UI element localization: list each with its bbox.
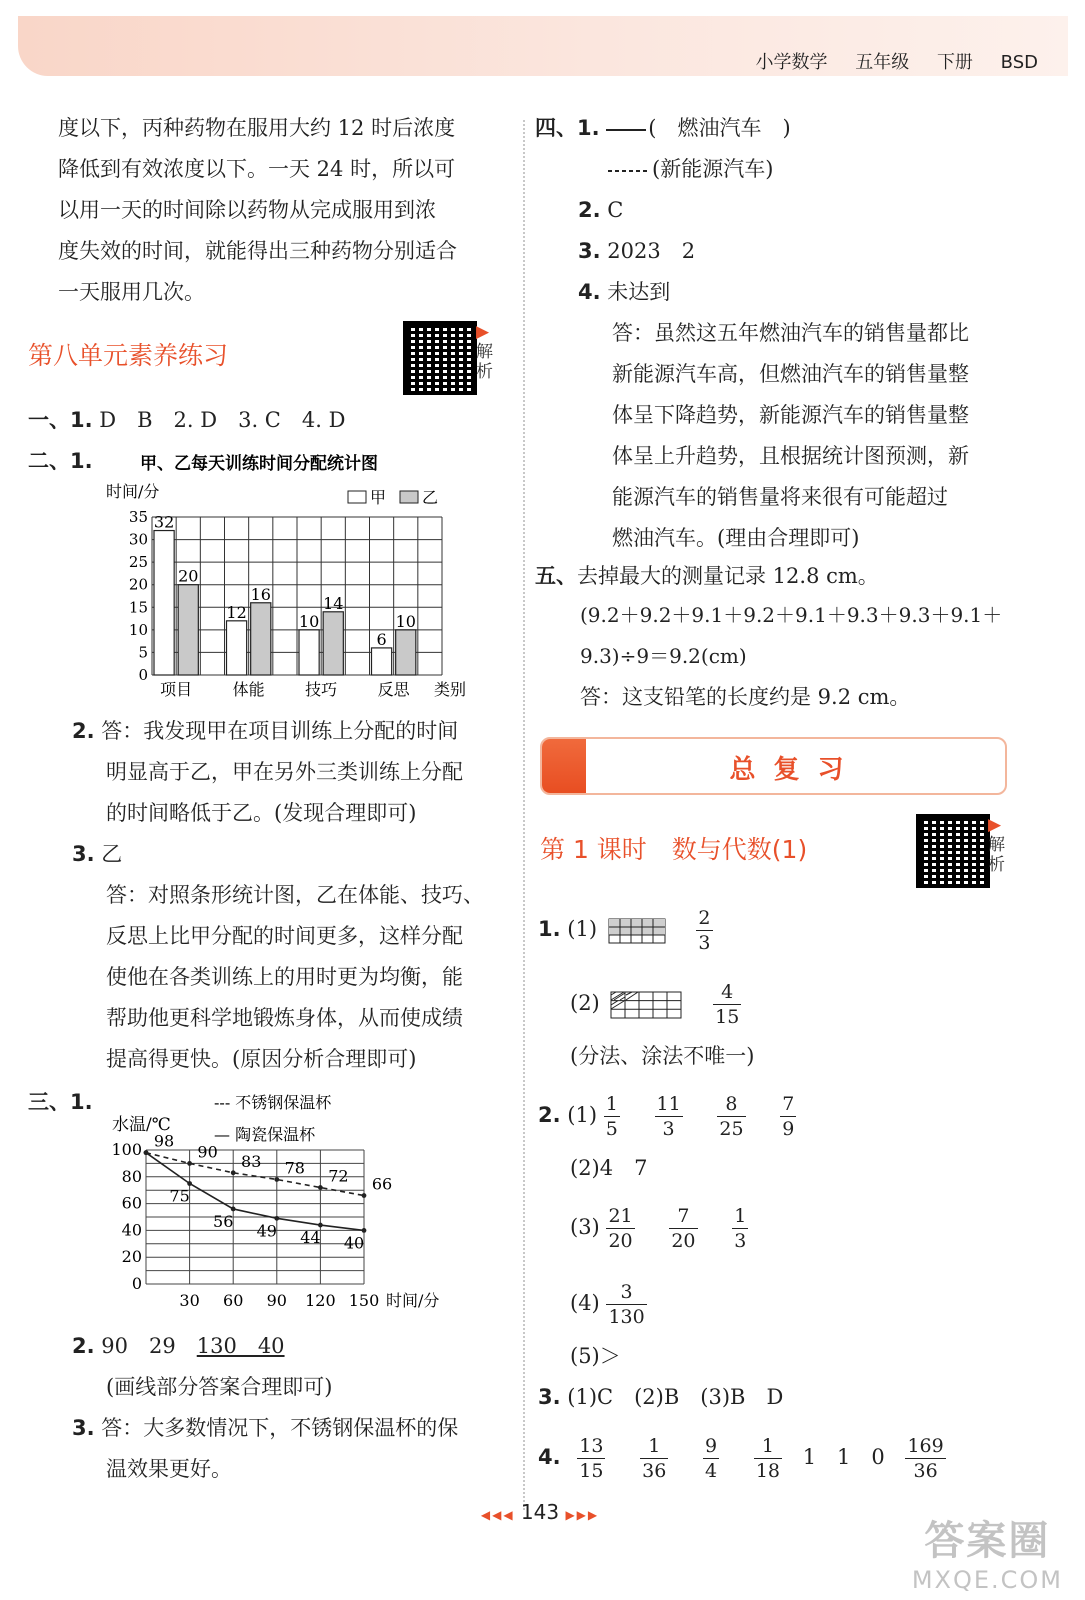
fraction: $\frac{9}{4}$ — [705, 1435, 718, 1482]
q5-line: 答：这支铅笔的长度约是 9.2 cm。 — [580, 685, 911, 709]
legend-entry: — 陶瓷保温杯 — [214, 1125, 316, 1144]
bar-甲 — [372, 648, 392, 675]
q4-1: 四、1. ( 燃油汽车 ) — [535, 116, 791, 140]
banner-title: 总复习 — [729, 755, 862, 785]
r4-mid: 1 1 0 — [802, 1445, 885, 1469]
x-axis-label: 时间/分 — [386, 1291, 440, 1310]
q4-4-line: 燃油汽车。(理由合理即可) — [612, 526, 860, 550]
intro-line: 降低到有效浓度以下。一天 24 时，所以可 — [58, 157, 456, 181]
fraction: $\frac{21}{20}$ — [608, 1205, 633, 1252]
q5-line: 9.3)÷9＝9.2(cm) — [580, 644, 747, 668]
data-label: 72 — [328, 1166, 349, 1186]
q4-1-dashed — [608, 149, 773, 189]
data-point — [187, 1161, 192, 1166]
r2-4: (4) $\frac{3}{130}$ — [570, 1281, 645, 1328]
x-axis-label: 类别 — [433, 680, 467, 699]
q4-item: 4. 未达到 — [578, 280, 671, 304]
intro-line: 以用一天的时间除以药物从完成服用到浓 — [58, 198, 436, 222]
q2-2-line: 明显高于乙，甲在另外三类训练上分配 — [106, 760, 463, 784]
data-label: 78 — [284, 1158, 305, 1178]
q4-4-line: 体呈下降趋势，新能源汽车的销售量整 — [612, 403, 969, 427]
data-label: 56 — [213, 1211, 234, 1231]
bar-chart-categories — [160, 680, 466, 699]
x-tick-label: 90 — [266, 1291, 287, 1310]
q4-item: 3. 2023 2 — [578, 239, 696, 263]
q1-text: D B 2. D 3. C 4. D — [99, 408, 346, 432]
solid-line-legend-icon — [606, 125, 648, 135]
q2-3-line: 帮助他更科学地锻炼身体，从而使成绩 — [106, 1006, 463, 1030]
data-point — [274, 1216, 279, 1221]
q3-2: 2. 90 29 130 40 — [72, 1334, 285, 1358]
legend-swatch — [400, 491, 418, 503]
data-label: 40 — [343, 1233, 365, 1253]
r1-1: 1. (1) $\frac{2}{3}$ — [538, 907, 711, 954]
intro-line: 度失效的时间，就能得出三种药物分别适合 — [58, 239, 457, 263]
q5-line: 去掉最大的测量记录 12.8 cm。 — [577, 564, 879, 588]
r4: 4. $\frac{13}{15}$ $\frac{1}{36}$ $\frac{9}{4}$ $\frac{1}{18}$ 1 1 0 $\frac{169}{36}$ — [538, 1435, 944, 1482]
qr-code-icon[interactable] — [916, 814, 990, 888]
bar-乙 — [323, 612, 343, 675]
fraction: $\frac{11}{3}$ — [656, 1093, 681, 1140]
grid-hatched-4of15-icon — [610, 991, 682, 1019]
q2-3-line: 答：对照条形统计图，乙在体能、技巧、 — [106, 883, 484, 907]
category-label: 技巧 — [305, 680, 338, 699]
fraction: $\frac{7}{20}$ — [671, 1205, 696, 1252]
line-chart — [100, 1088, 440, 1318]
bar-value-label: 6 — [376, 629, 387, 649]
legend-label: 甲 — [370, 488, 387, 507]
q2-3-answer: 乙 — [101, 842, 123, 866]
q2-3: 3. 乙 — [72, 842, 123, 866]
y-tick-label: 35 — [128, 508, 148, 526]
bar-乙 — [251, 603, 271, 675]
bar-chart-title: 甲、乙每天训练时间分配统计图 — [140, 454, 378, 474]
bar-value-label: 16 — [250, 584, 271, 604]
legend-label: 乙 — [422, 488, 439, 507]
header-banner — [18, 16, 1068, 76]
bar-chart-ylabel: 时间/分 — [106, 482, 160, 501]
y-tick-label: 20 — [128, 575, 148, 594]
data-label: 83 — [241, 1151, 262, 1171]
bar-value-label: 20 — [178, 566, 199, 586]
q2-2-line: 的时间略低于乙。(发现合理即可) — [106, 801, 417, 825]
q4-item: 2. C — [578, 198, 624, 222]
q2-label: 二、1. — [28, 449, 93, 473]
y-tick-label: 20 — [121, 1247, 142, 1267]
bar-chart-legend — [348, 488, 438, 507]
q4-4-line: 答：虽然这五年燃油汽车的销售量都比 — [612, 321, 969, 345]
header-edition: BSD — [1000, 52, 1038, 73]
review-banner — [540, 737, 1007, 795]
fraction: $\frac{1}{3}$ — [734, 1205, 747, 1252]
q2-3-line: 反思上比甲分配的时间更多，这样分配 — [106, 924, 463, 948]
bar-value-label: 10 — [395, 611, 416, 631]
r1-note: (分法、涂法不唯一) — [570, 1044, 755, 1068]
y-tick-label: 30 — [128, 530, 148, 549]
x-tick-label: 120 — [305, 1291, 336, 1310]
data-point — [144, 1150, 149, 1155]
header-info — [733, 48, 1038, 74]
q3-3: 3. 答：大多数情况下，不锈钢保温杯的保 — [72, 1416, 459, 1440]
data-label: 98 — [153, 1131, 175, 1151]
q4-4-line: 体呈上升趋势，且根据统计图预测，新 — [612, 444, 969, 468]
bar-乙 — [178, 585, 198, 675]
fraction: $\frac{1}{18}$ — [755, 1435, 780, 1482]
category-label: 项目 — [160, 680, 193, 699]
data-point — [274, 1177, 279, 1182]
qr-code-icon[interactable] — [403, 321, 477, 395]
y-tick-label: 25 — [128, 553, 148, 572]
data-point — [231, 1170, 236, 1175]
data-point — [231, 1207, 236, 1212]
dashed-line-legend-icon — [608, 166, 652, 176]
bar-value-label: 14 — [323, 593, 344, 613]
lesson-title: 第 1 课时 数与代数(1) — [540, 835, 808, 864]
q2-2-line: 答：我发现甲在项目训练上分配的时间 — [101, 719, 459, 743]
q4-4-line: 能源汽车的销售量将来很有可能超过 — [612, 485, 948, 509]
line-chart-xticks — [179, 1291, 439, 1310]
r2-5: (5)＞ — [570, 1344, 621, 1368]
r1-2: (2) $\frac{4}{15}$ — [570, 981, 740, 1028]
qr-tag-label: 解析 — [476, 342, 493, 382]
q3-label: 三、1. — [28, 1090, 93, 1114]
bar-value-label: 32 — [153, 512, 175, 532]
data-label: 44 — [300, 1228, 321, 1248]
header-subject: 小学数学 — [755, 52, 828, 73]
line-chart-yticks — [111, 1140, 142, 1293]
watermark-line2: MXQE.COM — [911, 1566, 1063, 1594]
y-tick-label: 80 — [121, 1166, 142, 1186]
y-tick-label: 0 — [138, 666, 148, 684]
bar-chart-yticks — [129, 508, 148, 684]
q2-2: 2. 答：我发现甲在项目训练上分配的时间 — [72, 719, 459, 743]
data-point — [318, 1185, 323, 1190]
data-label: 49 — [256, 1221, 277, 1241]
watermark-line1: 答案圈 — [924, 1518, 1051, 1564]
r2-1: 2. (1) $\frac{1}{5}$ $\frac{11}{3}$ $\frac{8}{25}$ $\frac{7}{9}$ — [538, 1093, 795, 1140]
fraction: $\frac{2}{3}$ — [698, 907, 711, 954]
data-label: 75 — [169, 1186, 190, 1206]
fraction: $\frac{169}{36}$ — [907, 1435, 944, 1482]
y-tick-label: 0 — [131, 1274, 142, 1293]
y-tick-label: 10 — [128, 620, 148, 639]
q1-answers — [28, 400, 345, 440]
category-label: 体能 — [232, 680, 265, 699]
right-arrows-icon: ▶▶▶ — [565, 1508, 600, 1522]
fraction: $\frac{13}{15}$ — [579, 1435, 604, 1482]
column-divider — [523, 120, 525, 1510]
left-arrows-icon: ◀◀◀ — [480, 1508, 515, 1522]
bar-甲 — [154, 531, 174, 675]
data-label: 66 — [371, 1174, 393, 1194]
fraction: $\frac{3}{130}$ — [608, 1281, 645, 1328]
q1-label: 一、1. — [28, 408, 93, 432]
line-chart-legend — [214, 1093, 332, 1144]
bar-value-label: 12 — [226, 602, 247, 622]
bar-chart — [100, 445, 480, 705]
bar-value-label: 10 — [298, 611, 320, 631]
fraction: $\frac{7}{9}$ — [782, 1093, 795, 1140]
category-label: 反思 — [377, 680, 410, 699]
bar-乙 — [396, 630, 416, 675]
line-chart-ylabel: 水温/℃ — [112, 1115, 171, 1135]
y-tick-label: 5 — [138, 643, 148, 662]
intro-line: 度以下，丙种药物在服用大约 12 时后浓度 — [58, 116, 456, 140]
grid-shaded-2of3-icon — [608, 918, 666, 944]
fraction: $\frac{1}{36}$ — [642, 1435, 667, 1482]
legend-entry: --- 不锈钢保温杯 — [214, 1093, 332, 1112]
watermark — [912, 1509, 1063, 1594]
data-point — [362, 1193, 367, 1198]
data-point — [187, 1181, 192, 1186]
qr-tag — [476, 322, 496, 382]
y-tick-label: 100 — [111, 1140, 142, 1159]
r3: 3. (1)C (2)B (3)B D — [538, 1385, 784, 1409]
r2-2: (2)4 7 — [570, 1156, 648, 1180]
bar-甲 — [299, 630, 319, 675]
q3-2-underlined: 130 40 — [196, 1334, 285, 1358]
q3-2-note: (画线部分答案合理即可) — [106, 1375, 333, 1399]
q5: 五、去掉最大的测量记录 12.8 cm。 — [535, 564, 879, 588]
page-number-text: 143 — [520, 1500, 560, 1524]
q3-3-line: 温效果更好。 — [106, 1457, 232, 1481]
fraction: $\frac{8}{25}$ — [719, 1093, 744, 1140]
qr-tag — [988, 815, 1008, 875]
x-tick-label: 60 — [223, 1291, 244, 1310]
header-grade: 五年级 — [855, 52, 910, 73]
r2-3: (3) $\frac{21}{20}$ $\frac{7}{20}$ $\frac{1}{3}$ — [570, 1205, 747, 1252]
q2-3-line: 使他在各类训练上的用时更为均衡，能 — [106, 965, 463, 989]
x-tick-label: 30 — [179, 1291, 200, 1310]
data-point — [362, 1228, 367, 1233]
legend-swatch — [348, 491, 366, 503]
q3-3-line: 答：大多数情况下，不锈钢保温杯的保 — [101, 1416, 459, 1440]
q4-legend-dashed: (新能源汽车) — [652, 157, 774, 181]
fraction: $\frac{1}{5}$ — [605, 1093, 618, 1140]
y-tick-label: 60 — [121, 1193, 142, 1213]
q3-2-plain: 90 29 — [101, 1334, 197, 1358]
bar-甲 — [227, 621, 247, 675]
y-tick-label: 40 — [121, 1220, 142, 1240]
y-tick-label: 15 — [128, 598, 148, 617]
play-icon: ▶ — [476, 322, 490, 342]
q4-4-line: 新能源汽车高，但燃油汽车的销售量整 — [612, 362, 969, 386]
q5-line: (9.2＋9.2＋9.1＋9.2＋9.1＋9.3＋9.3＋9.1＋ — [580, 603, 1003, 627]
play-icon: ▶ — [988, 815, 1002, 835]
data-label: 90 — [197, 1142, 218, 1162]
header-volume: 下册 — [936, 52, 973, 73]
data-point — [318, 1223, 323, 1228]
x-tick-label: 150 — [348, 1291, 380, 1310]
q4-legend-solid: ( 燃油汽车 ) — [648, 116, 791, 140]
section-title: 第八单元素养练习 — [28, 341, 229, 370]
intro-line: 一天服用几次。 — [58, 280, 205, 304]
q2-3-line: 提高得更快。(原因分析合理即可) — [106, 1047, 417, 1071]
bar-chart-bars — [154, 513, 416, 675]
fraction: $\frac{4}{15}$ — [715, 981, 740, 1028]
page-number — [440, 1500, 640, 1524]
qr-tag-label: 解析 — [988, 835, 1005, 875]
banner-accent — [542, 739, 586, 793]
